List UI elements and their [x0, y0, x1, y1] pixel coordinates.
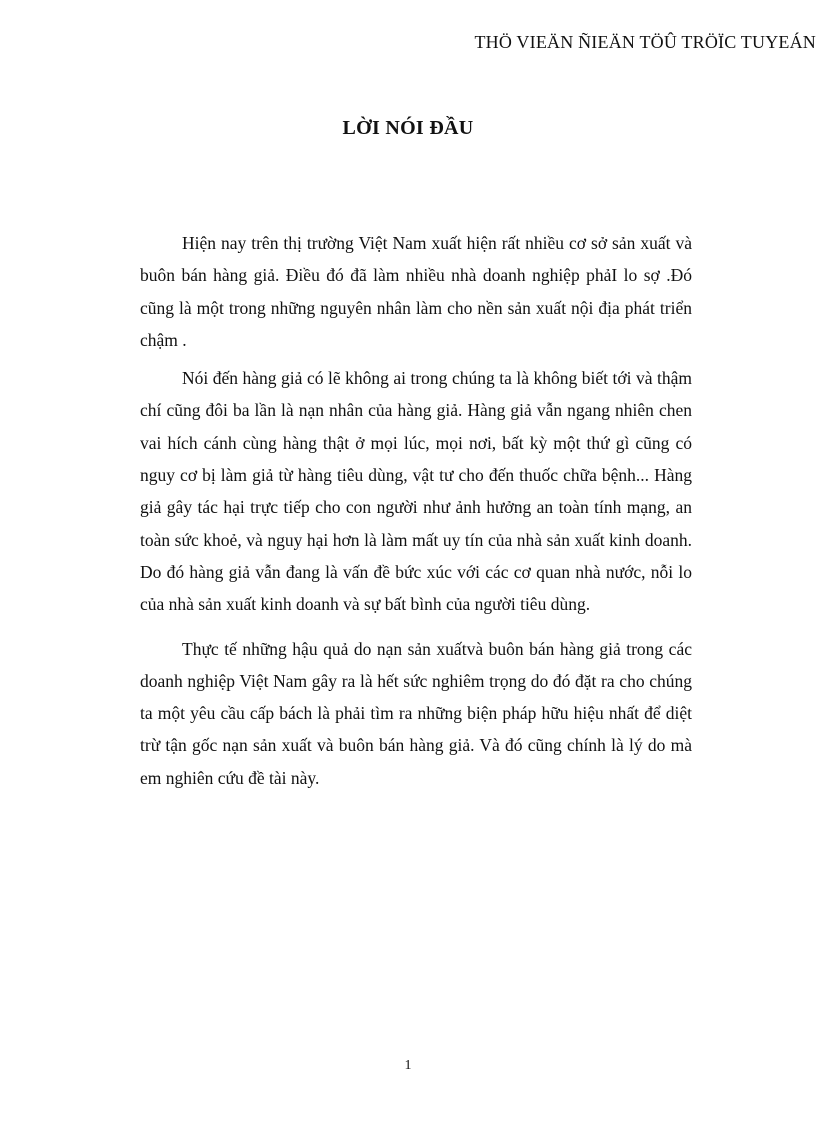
- paragraph-1: Hiện nay trên thị trường Việt Nam xuất hiện rất nhiều cơ sở sản xuất và buôn bán hàng giả. Điều đó đã làm nhiều nhà doanh nghiệp phảI lo sợ .Đó cũng là một trong những nguyên nhân làm cho nền sản xuất nội địa phát triển chậm .: [140, 233, 692, 350]
- paragraph-2: Nói đến hàng giả có lẽ không ai trong chúng ta là không biết tới và thậm chí cũng đôi ba lần là nạn nhân của hàng giả. Hàng giả vẫn ngang nhiên chen vai hích cánh cùng hàng thật ở mọi lúc, mọi nơi, bất kỳ một thứ gì cũng có nguy cơ bị làm giả từ hàng tiêu dùng, vật tư cho đến thuốc chữa bệnh... Hàng giả gây tác hại trực tiếp cho con người như ảnh hưởng an toàn tính mạng, an toàn sức khoẻ, và nguy hại hơn là làm mất uy tín của nhà sản xuất kinh doanh. Do đó hàng giả vẫn đang là vấn đề bức xúc với các cơ quan nhà nước, nỗi lo của nhà sản xuất kinh doanh và sự bất bình của người tiêu dùng.: [140, 368, 692, 615]
- page-title: LỜI NÓI ĐẦU: [342, 117, 474, 139]
- page-header: THÖ VIEÄN ÑIEÄN TÖÛ TRÖÏC TUYEÁN: [474, 32, 816, 52]
- page-number: 1: [404, 1058, 412, 1073]
- document-body: [140, 227, 692, 794]
- paragraph-3: Thực tế những hậu quả do nạn sản xuấtvà buôn bán hàng giả trong các doanh nghiệp Việt Nam gây ra là hết sức nghiêm trọng do đó đặt ra cho chúng ta một yêu cầu cấp bách là phải tìm ra những biện pháp hữu hiệu nhất để diệt trừ tận gốc nạn sản xuất và buôn bán hàng giả. Và đó cũng chính là lý do mà em nghiên cứu đề tài này.: [140, 638, 692, 788]
